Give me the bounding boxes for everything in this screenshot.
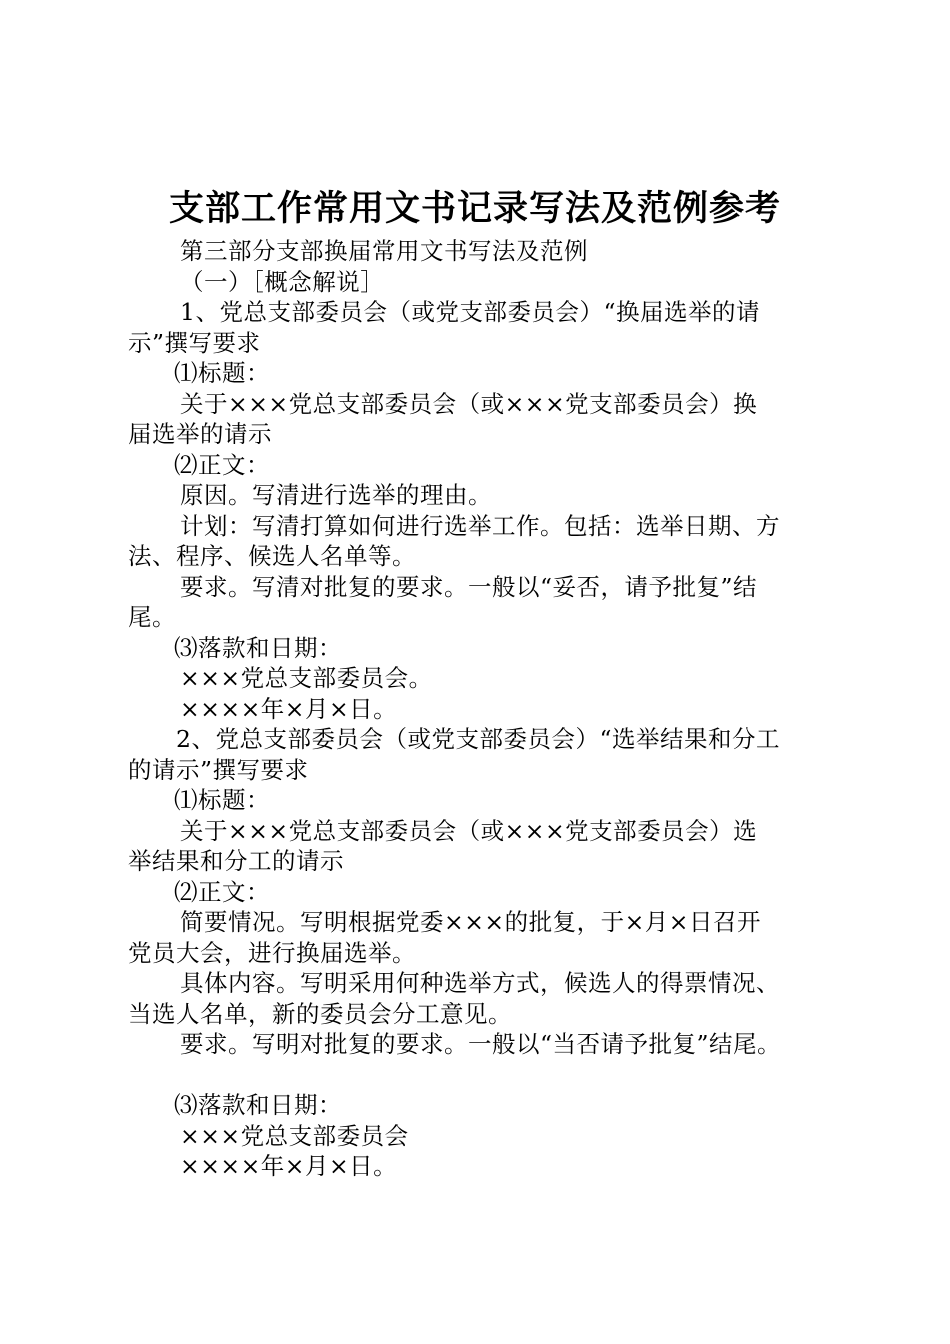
item-label: ⑵正文： (174, 877, 270, 906)
paragraph-line: 简要情况。写明根据党委×××的批复，于×月×日召开 (180, 908, 761, 936)
paragraph-line: ××××年×月×日。 (180, 1152, 398, 1180)
paragraph-line: 举结果和分工的请示 (128, 847, 344, 875)
paragraph-line: 要求。写清对批复的要求。一般以“妥否，请予批复”结 (180, 572, 758, 601)
item-label: ⑶落款和日期： (174, 1091, 342, 1119)
paragraph-line: ×××党总支部委员会。 (180, 664, 433, 692)
paragraph-line: 尾。 (128, 603, 176, 631)
document-body (128, 236, 832, 1182)
paragraph-line: 计划：写清打算如何进行选举工作。包括：选举日期、方 (180, 511, 780, 540)
item-label: ⑴标题： (174, 359, 270, 387)
document-title: 支部工作常用文书记录写法及范例参考 (168, 189, 781, 229)
paragraph-line: 的请示”撰写要求 (128, 755, 309, 784)
paragraph-line: 1、党总支部委员会（或党支部委员会）“换届选举的请 (180, 298, 760, 326)
paragraph-line: 当选人名单，新的委员会分工意见。 (128, 999, 512, 1028)
paragraph-line: 党员大会，进行换届选举。 (128, 938, 416, 967)
section-heading: 第三部分支部换届常用文书写法及范例 (180, 237, 588, 265)
item-label: ⑵正文： (174, 450, 270, 479)
paragraph-line: 具体内容。写明采用何种选举方式，候选人的得票情况、 (180, 969, 780, 997)
paragraph-line: 关于×××党总支部委员会（或×××党支部委员会）换 (180, 389, 758, 418)
paragraph-line: 届选举的请示 (128, 420, 272, 448)
paragraph-line: 法、程序、候选人名单等。 (128, 542, 416, 570)
blank-line (128, 1060, 832, 1091)
paragraph-line: 关于×××党总支部委员会（或×××党支部委员会）选 (180, 816, 758, 845)
paragraph-line: 2、党总支部委员会（或党支部委员会）“选举结果和分工 (176, 725, 780, 753)
paragraph-line: 示”撰写要求 (128, 328, 261, 357)
paragraph-line: 要求。写明对批复的要求。一般以“当否请予批复”结尾。 (180, 1030, 782, 1058)
item-label: ⑶落款和日期： (174, 633, 342, 662)
subsection-heading: （一）［概念解说］ (180, 267, 385, 296)
paragraph-line: 原因。写清进行选举的理由。 (180, 481, 492, 509)
paragraph-line: ××××年×月×日。 (180, 694, 398, 723)
paragraph-line: ×××党总支部委员会 (180, 1121, 409, 1150)
item-label: ⑴标题： (174, 786, 270, 814)
